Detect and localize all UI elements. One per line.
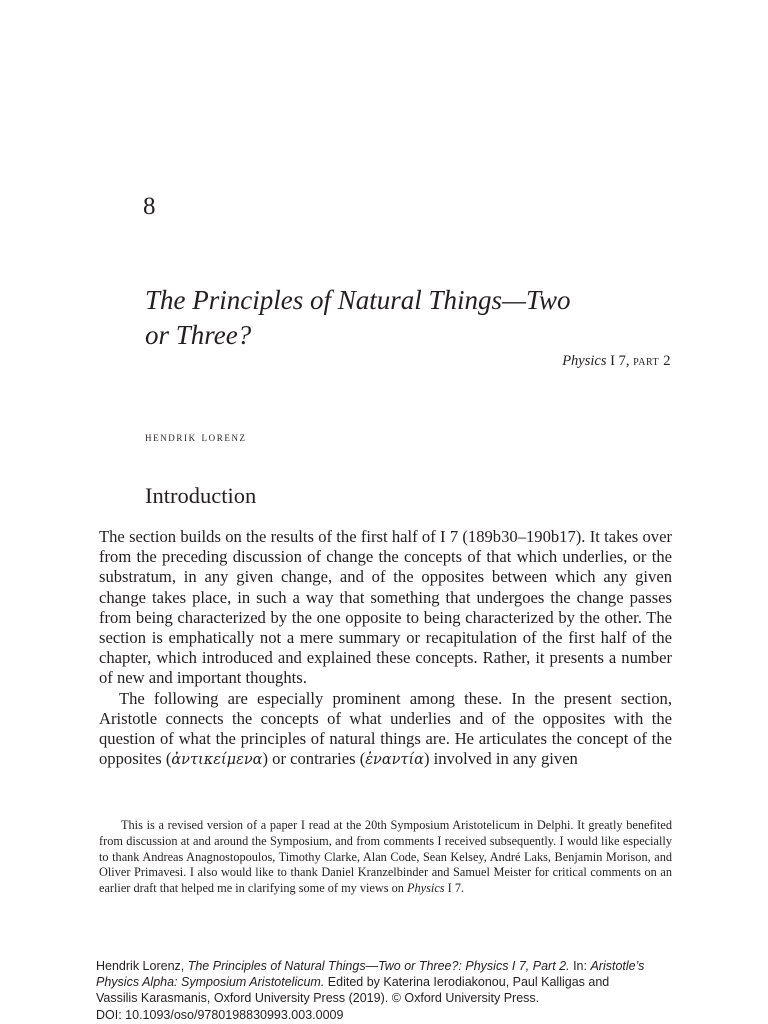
citation-line-3: Vassilis Karasmanis, Oxford University Press (2019). © Oxford University Press. xyxy=(96,991,540,1006)
citation-in: In: xyxy=(569,959,591,973)
footnote-text: This is a revised version of a paper I read at the 20th Symposium Aristotelicum in Delphi. It greatly benefited from discussion at and around the Symposium, and from comments I received subsequently. I would like especially to thank Andreas Anagnostopoulos, Timothy Clarke, Alan Code, Sean Kelsey, André Laks, Benjamin Morison, and Oliver Primavesi. I also would like to thank Daniel Kranzelbinder and Samuel Meister for critical comments on an earlier draft that helped me in clarifying some of my views on xyxy=(99,818,672,896)
chapter-number: 8 xyxy=(143,193,156,220)
citation-block xyxy=(96,958,696,1023)
citation-doi: DOI: 10.1093/oso/9780198830993.003.0009 xyxy=(96,1007,344,1022)
subtitle-reference: I 7, xyxy=(606,353,634,369)
chapter-title-line-1: The Principles of Natural Things—Two xyxy=(145,285,571,315)
citation-chapter-title: The Principles of Natural Things—Two or Three?: Physics I 7, Part 2. xyxy=(187,959,570,973)
paragraph-2 xyxy=(99,689,672,771)
greek-term-enantia: ἐναντία xyxy=(365,752,424,769)
footnote-text-end: I 7. xyxy=(444,881,465,896)
footnote xyxy=(99,818,672,897)
paragraph-1: The section builds on the results of the first half of I 7 (189b30–190b17). It takes over from the preceding discussion of change the concepts of that which underlies, or the substratum, in any given change, and of the opposites between which any given change takes place, in such a way that something that undergoes the change passes from being characterized by the one opposite to being characterized by the other. The section is emphatically not a mere summary or recapitulation of the first half of the chapter, which introduced and explained these concepts. Rather, it presents a number of new and important thoughts. xyxy=(99,527,672,688)
subtitle-part: part 2 xyxy=(633,353,671,369)
footnote-body xyxy=(99,818,672,897)
body-text xyxy=(99,527,672,770)
chapter-title-line-2: or Three? xyxy=(145,320,252,350)
citation-line-1 xyxy=(96,958,696,974)
citation-line-2 xyxy=(96,974,696,990)
citation-book-title-2: Physics Alpha: Symposium Aristotelicum. xyxy=(96,975,325,990)
paragraph-2-text-end: ) involved in any given xyxy=(423,749,578,769)
greek-term-antikeimena: ἀντικείμενα xyxy=(171,752,263,769)
paragraph-2-text: The following are especially prominent among these. In the present section, Aristotle connects the concepts of what underlies and of the opposites with the question of what the principles of natural things are. He articulates the concept of the opposites ( xyxy=(99,688,672,769)
chapter-title xyxy=(145,283,705,353)
subtitle-work: Physics xyxy=(562,353,607,369)
chapter-subtitle xyxy=(562,351,671,371)
citation-book-title-1: Aristotle’s xyxy=(590,959,645,973)
section-heading: Introduction xyxy=(145,483,257,508)
citation-editors: Edited by Katerina Ierodiakonou, Paul Kalligas and xyxy=(324,975,610,990)
author-name: hendrik lorenz xyxy=(145,429,247,444)
citation-author: Hendrik Lorenz, xyxy=(96,959,188,973)
paragraph-2-text-mid: ) or contraries ( xyxy=(262,749,366,769)
footnote-italic-physics: Physics xyxy=(407,881,445,896)
